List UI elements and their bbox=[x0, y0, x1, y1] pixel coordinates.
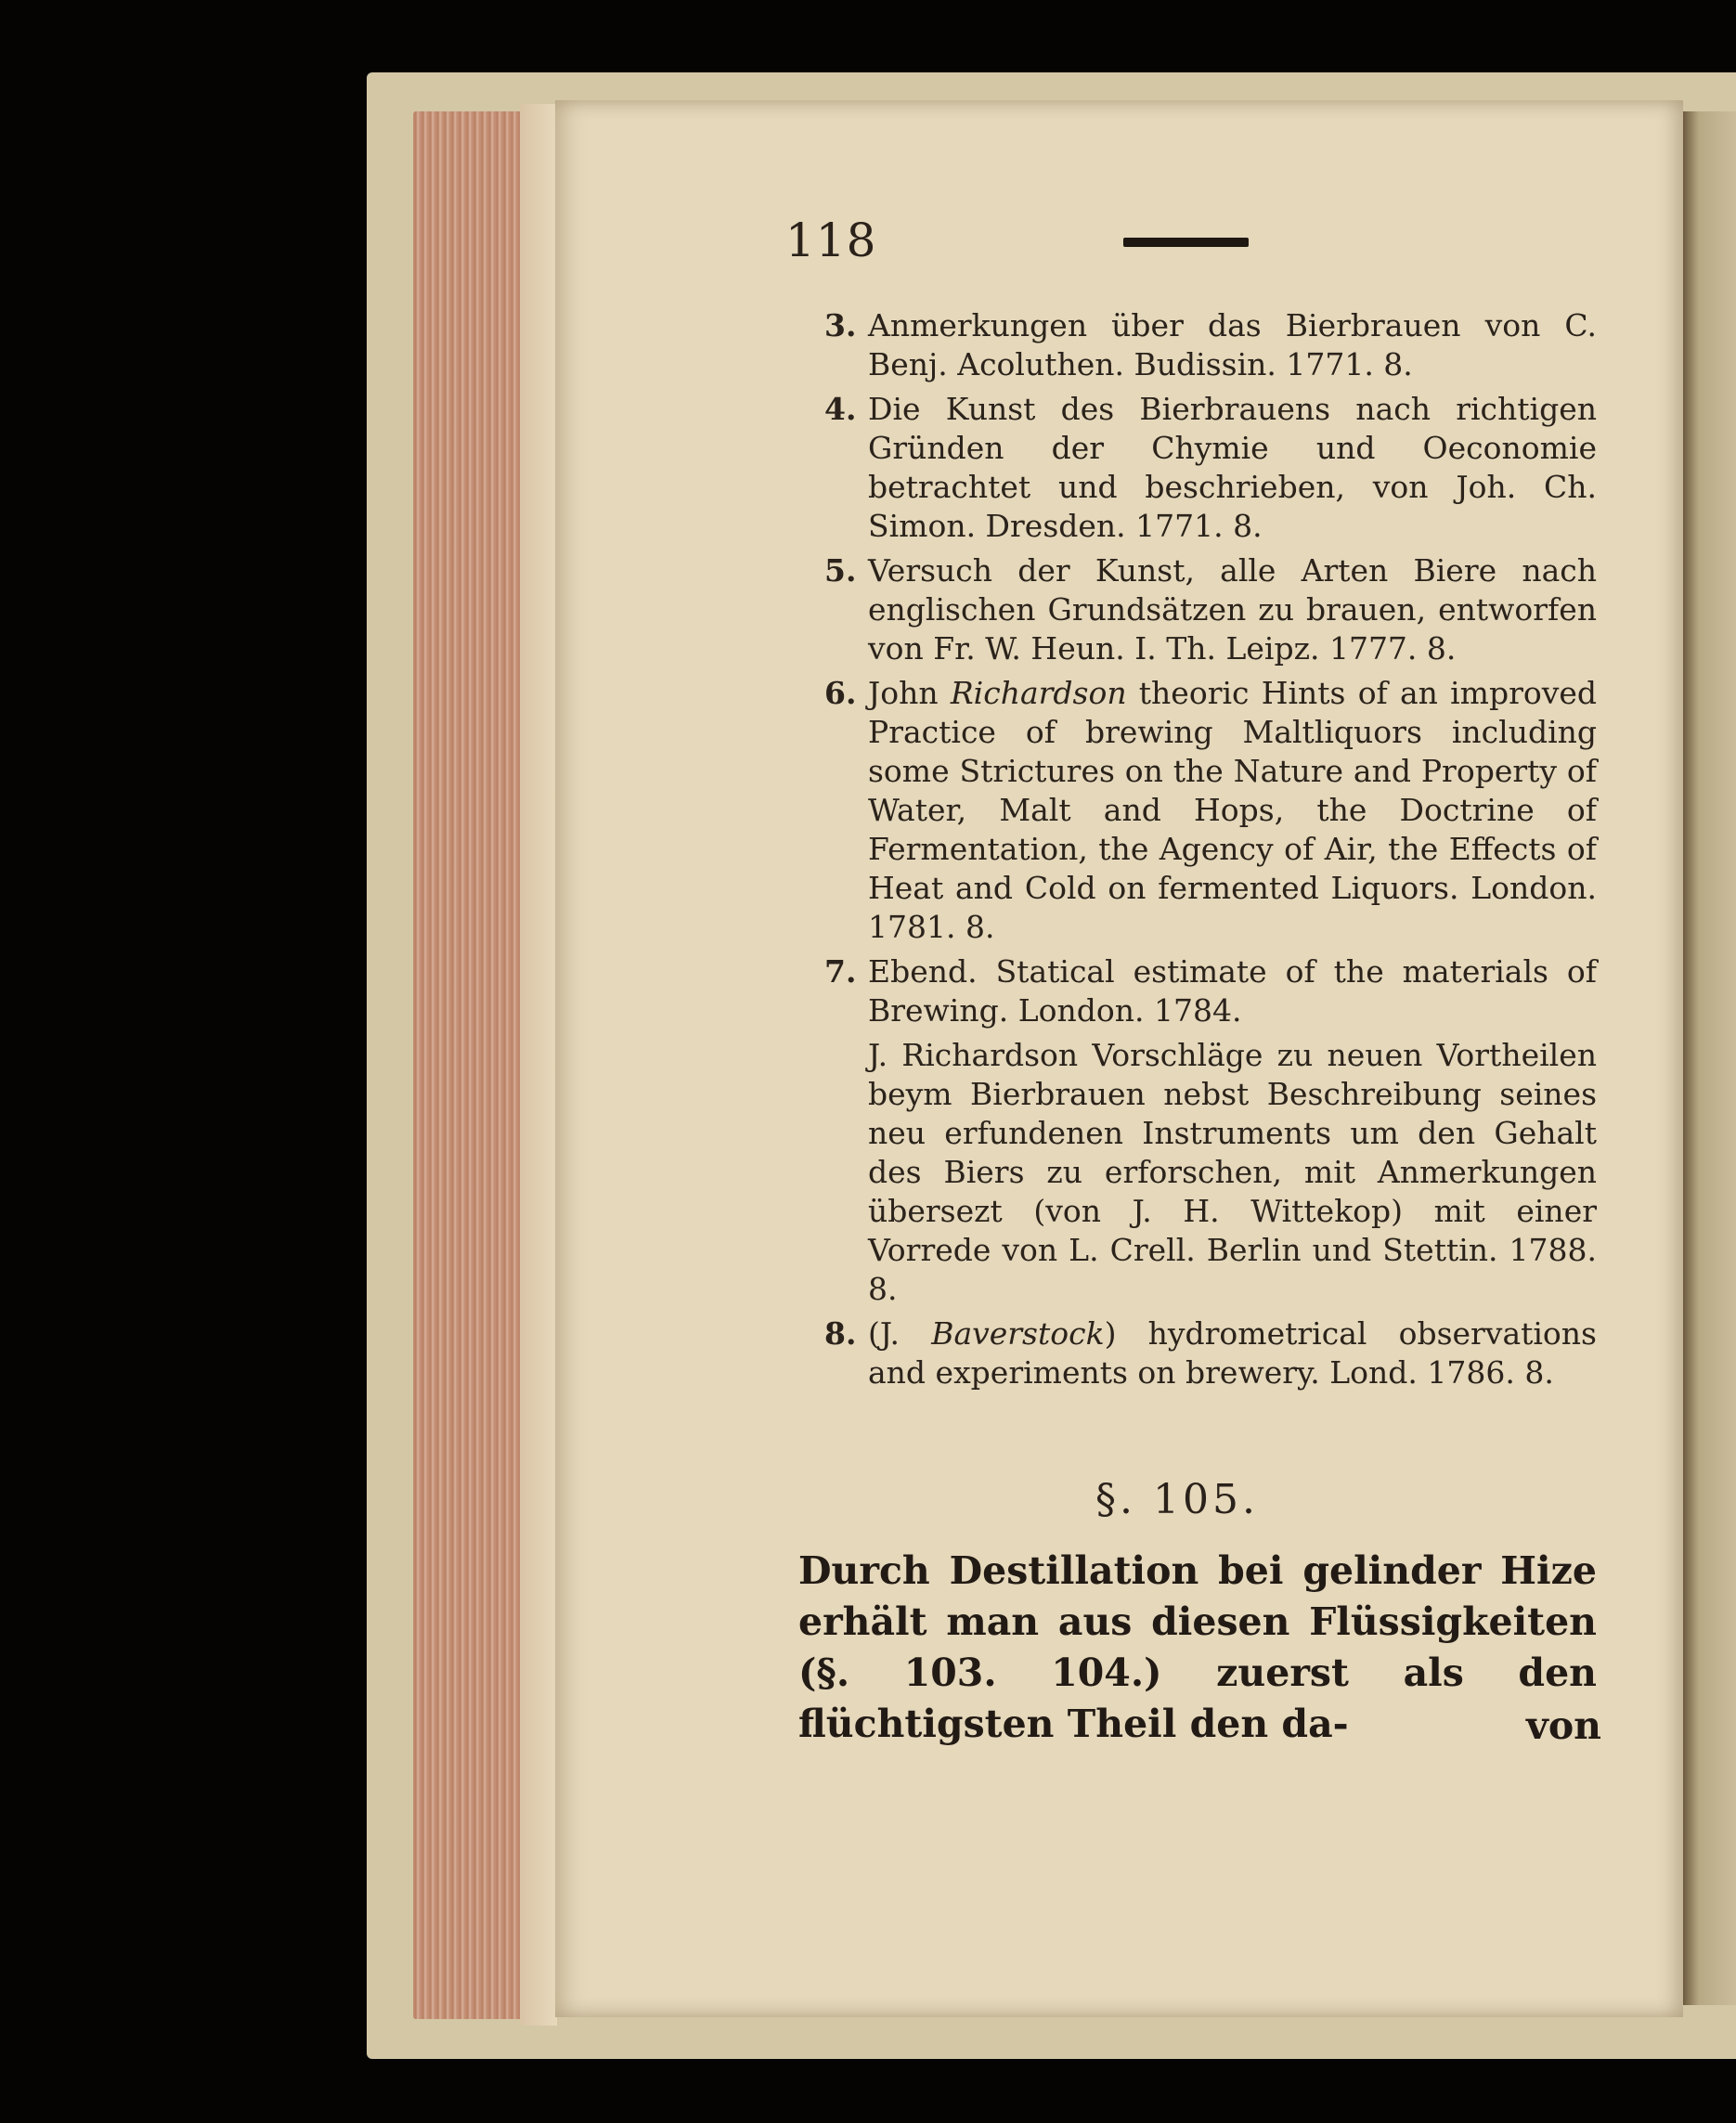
entry-text-rest: theoric Hints of an improved Practice of brewing Maltliquors including some Strictures on the Nature and Property of Water, Malt and Hops, the Doctrine of Fermentation, the Agency of Air, the Effects of Heat and Cold on fermented Liquors. London. 1781. 8. bbox=[868, 675, 1598, 945]
page-number: 118 bbox=[785, 214, 877, 267]
entry-text: Versuch der Kunst, alle Arten Biere nach englischen Grundsätzen zu brauen, entworfen von Fr. W. Heun. I. Th. Leipz. 1777. 8. bbox=[868, 552, 1597, 667]
bibliography-entry bbox=[817, 952, 1597, 1030]
page-gutter bbox=[520, 104, 557, 2026]
entry-number: 6. bbox=[824, 675, 857, 711]
entry-text: Die Kunst des Bierbrauens nach richtigen Gründen der Chymie und Oeconomie betrachtet und beschrieben, von Joh. Ch. Simon. Dresden. 1771. 8. bbox=[868, 391, 1597, 544]
bibliography-entry bbox=[817, 306, 1597, 384]
entry-number: 4. bbox=[824, 391, 857, 427]
bibliography-entry bbox=[817, 1314, 1597, 1392]
entry-number: 7. bbox=[824, 953, 857, 990]
body-paragraph: Durch Destillation bei gelinder Hize erhält man aus diesen Flüssigkeiten (§. 103. 104.) zuerst als den flüchtigsten Theil den da- bbox=[798, 1548, 1597, 1746]
entry-author: Richardson bbox=[950, 675, 1127, 711]
entry-number: 5. bbox=[824, 552, 857, 589]
facing-page-edge bbox=[1683, 111, 1736, 2005]
bibliography-list bbox=[817, 306, 1597, 1398]
section-heading: §. 105. bbox=[1095, 1476, 1259, 1523]
header-rule bbox=[1123, 238, 1249, 247]
entry-text-rest: ) hydrometrical observations and experiments on brewery. Lond. 1786. 8. bbox=[868, 1315, 1597, 1391]
entry-text: Anmerkungen über das Bierbrauen von C. Benj. Acoluthen. Budissin. 1771. 8. bbox=[868, 307, 1597, 382]
bibliography-entry bbox=[817, 1036, 1597, 1309]
bibliography-entry bbox=[817, 551, 1597, 668]
entry-text-start: John bbox=[868, 675, 951, 711]
bibliography-entry bbox=[817, 390, 1597, 546]
bibliography-entry bbox=[817, 674, 1597, 947]
entry-number: 8. bbox=[824, 1315, 857, 1352]
entry-text: J. Richardson Vorschläge zu neuen Vortheilen beym Bierbrauen nebst Beschreibung seines neu erfundenen Instruments um den Gehalt des Biers zu erforschen, mit Anmerkungen übersezt (von J. H. Wittekop) mit einer Vorrede von L. Crell. Berlin und Stettin. 1788. 8. bbox=[868, 1037, 1597, 1307]
entry-text: Ebend. Statical estimate of the materials of Brewing. London. 1784. bbox=[868, 953, 1597, 1029]
entry-number: 3. bbox=[824, 307, 857, 343]
entry-author: Baverstock bbox=[931, 1315, 1105, 1352]
catchword: von bbox=[1526, 1703, 1601, 1748]
entry-text-start: (J. bbox=[868, 1315, 932, 1352]
